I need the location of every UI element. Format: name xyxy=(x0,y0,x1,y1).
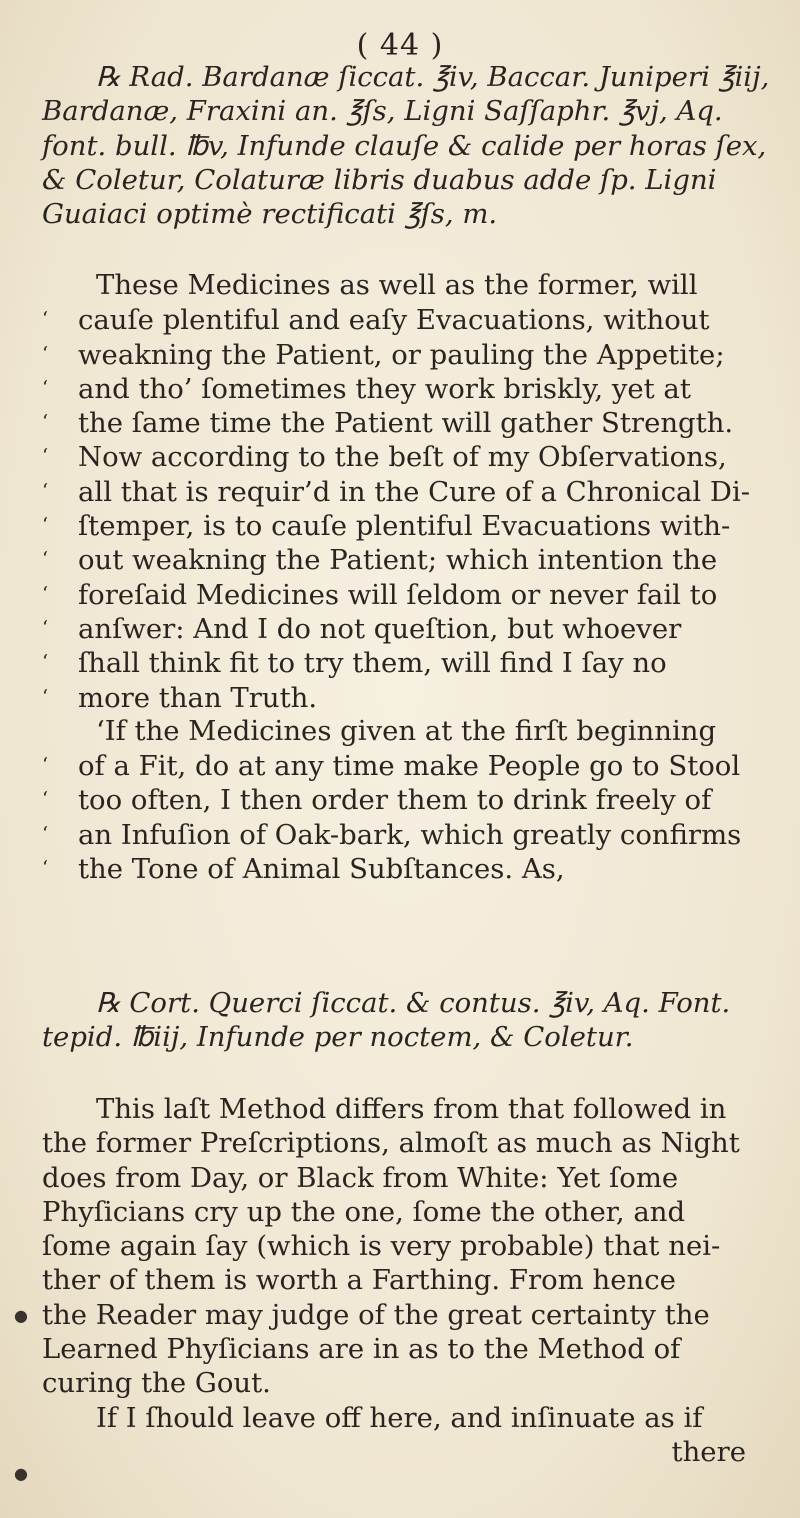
recipe-line: font. bull. ℔v, Infunde clauſe & calide per horas ſex, xyxy=(42,129,767,162)
recipe-line: & Coletur, Colaturæ libris duabus adde ſp. Ligni xyxy=(42,163,717,196)
paragraph-line: does from Day, or Black from White: Yet ſome xyxy=(42,1161,679,1194)
paragraph-line: Now according to the beſt of my Obſervations, xyxy=(78,441,727,474)
paragraph-line: ‘If the Medicines given at the firſt beginning xyxy=(96,714,717,747)
paragraph-line: Learned Phyſicians are in as to the Method of xyxy=(42,1333,681,1366)
quotation-mark: ‘ xyxy=(42,548,49,571)
paragraph-line: ther of them is worth a Farthing. From hence xyxy=(42,1264,676,1297)
quotation-mark: ‘ xyxy=(42,685,49,708)
paragraph-line: curing the Gout. xyxy=(42,1367,271,1400)
quotation-mark: ‘ xyxy=(42,376,49,399)
quotation-mark: ‘ xyxy=(42,411,49,434)
paragraph-line: all that is requir’d in the Cure of a Chronical Di- xyxy=(78,475,751,508)
paragraph-line: of a Fit, do at any time make People go to Stool xyxy=(78,750,741,783)
paragraph-line: the former Preſcriptions, almoſt as much as Night xyxy=(42,1127,740,1160)
quotation-mark: ‘ xyxy=(42,754,49,777)
paragraph-line: If I ſhould leave off here, and inſinuate as if xyxy=(96,1401,703,1434)
recipe-line: ℞ Rad. Bardanæ ſiccat. ℥iv, Baccar. Juniperi ℥iij, xyxy=(96,61,770,93)
quotation-mark: ‘ xyxy=(42,616,49,639)
recipe-2 xyxy=(42,986,772,1055)
paragraph-line: ſtemper, is to cauſe plentiful Evacuations with- xyxy=(78,510,731,543)
paragraph-line: anſwer: And I do not queſtion, but whoever xyxy=(78,612,682,645)
paragraph-line: ſhall think fit to try them, will find I ſay no xyxy=(78,647,667,680)
quotation-mark: ‘ xyxy=(42,445,49,468)
paragraph-line: Phyſicians cry up the one, ſome the other, and xyxy=(42,1195,686,1228)
paragraph-line: These Medicines as well as the former, will xyxy=(96,269,698,301)
paragraph-line: and tho’ ſometimes they work briskly, yet at xyxy=(78,372,691,405)
main-text xyxy=(42,268,772,885)
quotation-mark: ‘ xyxy=(42,857,49,880)
paragraph-line: This laſt Method differs from that followed in xyxy=(96,1093,727,1125)
recipe-line: ℞ Cort. Querci ſiccat. & contus. ℥iv, Aq. Font. xyxy=(96,987,731,1019)
recipe-line: Bardanæ, Fraxini an. ℥ſs, Ligni Saſſaphr. ℥vj, Aq. xyxy=(42,95,723,128)
ink-dot-icon: ● xyxy=(14,1306,28,1325)
quotation-mark: ‘ xyxy=(42,514,49,537)
paragraph-line: the Reader may judge of the great certainty the xyxy=(42,1298,710,1331)
paragraph-line: out weakning the Patient; which intention the xyxy=(78,544,718,577)
paragraph-line: foreſaid Medicines will ſeldom or never fail to xyxy=(78,578,718,611)
recipe-line: Guaiaci optimè rectificati ℥ſs, m. xyxy=(42,198,498,231)
quotation-mark: ‘ xyxy=(42,651,49,674)
paragraph-line: more than Truth. xyxy=(78,681,318,714)
paragraph-line: an Infuſion of Oak-bark, which greatly confirms xyxy=(78,818,742,851)
quotation-mark: ‘ xyxy=(42,479,49,502)
paragraph-line: the ſame time the Patient will gather Strength. xyxy=(78,407,734,440)
paragraph-line: weakning the Patient, or pauling the Appetite; xyxy=(78,338,725,371)
paragraph-line: too often, I then order them to drink freely of xyxy=(78,784,712,817)
catchword: there xyxy=(671,1435,746,1468)
paragraph-line: the Tone of Animal Subſtances. As, xyxy=(78,853,565,886)
ink-dot-icon: ● xyxy=(14,1464,28,1483)
quotation-mark: ‘ xyxy=(42,822,49,845)
page-number: ( 44 ) xyxy=(356,28,444,63)
closing-text xyxy=(42,1092,772,1469)
paragraph-line: ſome again ſay (which is very probable) that nei- xyxy=(42,1230,721,1263)
quotation-mark: ‘ xyxy=(42,582,49,605)
quotation-mark: ‘ xyxy=(42,788,49,811)
paragraph-line: cauſe plentiful and eaſy Evacuations, without xyxy=(78,304,710,337)
recipe-line: tepid. ℔iij, Infunde per noctem, & Coletur. xyxy=(42,1021,634,1054)
quotation-mark: ‘ xyxy=(42,308,49,331)
quotation-mark: ‘ xyxy=(42,342,49,365)
recipe-1 xyxy=(42,60,772,231)
